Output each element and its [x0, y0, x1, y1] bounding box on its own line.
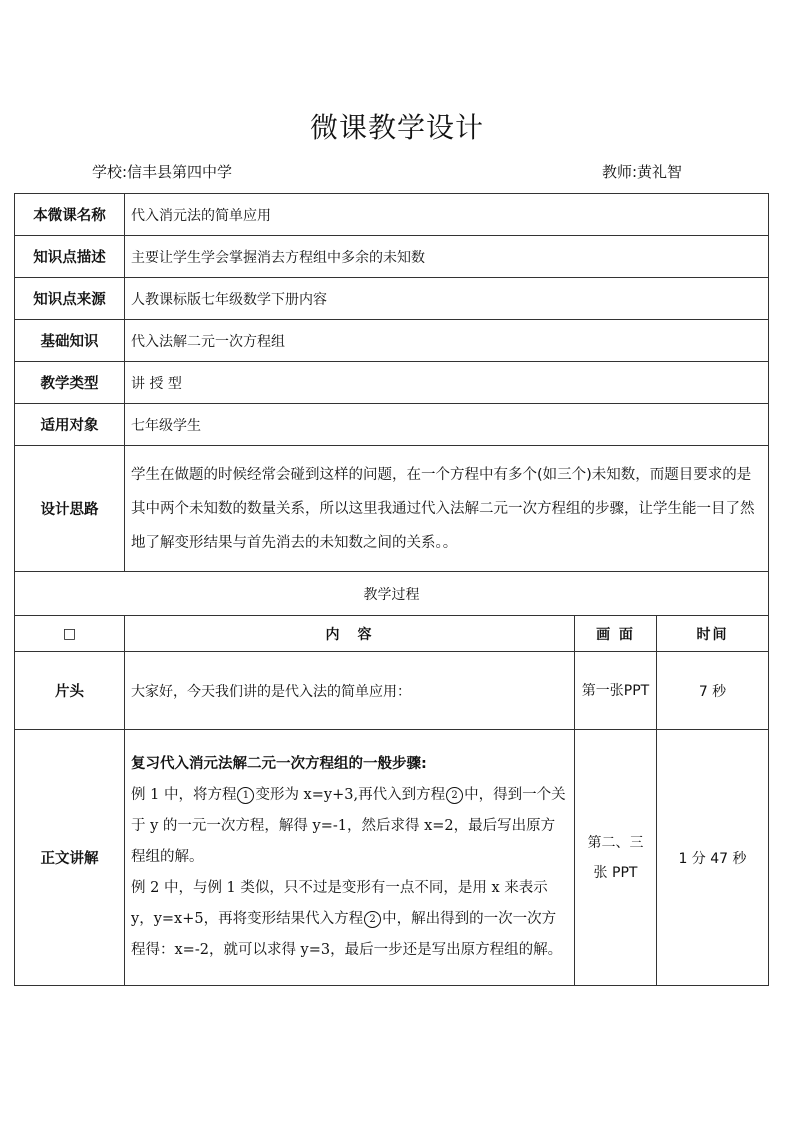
process-title-row: [15, 572, 769, 616]
process-title: 教学过程: [15, 572, 769, 616]
main-time: 1 分 47 秒: [657, 730, 769, 986]
header-screen: 画 面: [575, 616, 657, 652]
info-label: 本微课名称: [15, 194, 125, 236]
opening-content: 大家好，今天我们讲的是代入法的简单应用：: [125, 652, 575, 730]
example-1-part: 例 1 中，将方程: [131, 787, 237, 803]
circled-number: 2: [364, 911, 381, 928]
info-label: 适用对象: [15, 404, 125, 446]
design-text: 学生在做题的时候经常会碰到这样的问题，在一个方程中有多个(如三个)未知数，而题目要求的是其中两个未知数的数量关系，所以这里我通过代入法解二元一次方程组的步骤，让学生能一目了然地了解变形结果与首先消去的未知数之间的关系。。: [125, 446, 769, 572]
header-content: 内 容: [125, 616, 575, 652]
info-row-description: [15, 236, 769, 278]
info-value: 七年级学生: [125, 404, 769, 446]
info-value: 代入法解二元一次方程组: [125, 320, 769, 362]
example-1-part: 中，得到一个关于 y 的一元一次方程，解得 y=-1，然后求得 x=2，最后写出原方程组的解。: [131, 787, 566, 865]
page-title: 微课教学设计: [309, 111, 484, 144]
main-row: [15, 730, 769, 986]
example-2-part: 中，解出得到的一次一次方程得：x=-2，就可以求得 y=3，最后一步还是写出原方程组的解。: [131, 911, 563, 958]
example-2-part: 例 2 中，与例 1 类似，只不过是变形有一点不同，是用 x 来表示 y，y=x+5，再将变形结果代入方程: [131, 880, 548, 927]
design-label: 设计思路: [15, 446, 125, 572]
teacher-label: 教师:黄礼智: [602, 163, 683, 181]
info-label: 知识点来源: [15, 278, 125, 320]
design-table: [14, 193, 769, 986]
info-label: 基础知识: [15, 320, 125, 362]
school-label: 学校:信丰县第四中学: [92, 163, 233, 181]
info-row-audience: [15, 404, 769, 446]
main-heading: 复习代入消元法解二元一次方程组的一般步骤:: [131, 756, 427, 772]
info-value: 人教课标版七年级数学下册内容: [125, 278, 769, 320]
example-1-part: 变形为 x=y+3,再代入到方程: [255, 787, 446, 803]
opening-label: 片头: [15, 652, 125, 730]
main-content: [125, 730, 575, 986]
opening-row: [15, 652, 769, 730]
info-row-basics: [15, 320, 769, 362]
info-label: 教学类型: [15, 362, 125, 404]
process-header-row: [15, 616, 769, 652]
example-1: [131, 780, 568, 873]
header-col1: □: [15, 616, 125, 652]
info-row-type: [15, 362, 769, 404]
circled-number: 2: [446, 787, 463, 804]
info-value: 主要让学生学会掌握消去方程组中多余的未知数: [125, 236, 769, 278]
header-time: 时间: [657, 616, 769, 652]
opening-screen: 第一张PPT: [575, 652, 657, 730]
info-value: 代入消元法的简单应用: [125, 194, 769, 236]
design-row: [15, 446, 769, 572]
main-label: 正文讲解: [15, 730, 125, 986]
info-label: 知识点描述: [15, 236, 125, 278]
info-row-source: [15, 278, 769, 320]
info-row-name: [15, 194, 769, 236]
example-2: [131, 873, 568, 966]
info-value: 讲 授 型: [125, 362, 769, 404]
opening-time: 7 秒: [657, 652, 769, 730]
circled-number: 1: [237, 787, 254, 804]
main-screen: 第二、三张 PPT: [575, 730, 657, 986]
